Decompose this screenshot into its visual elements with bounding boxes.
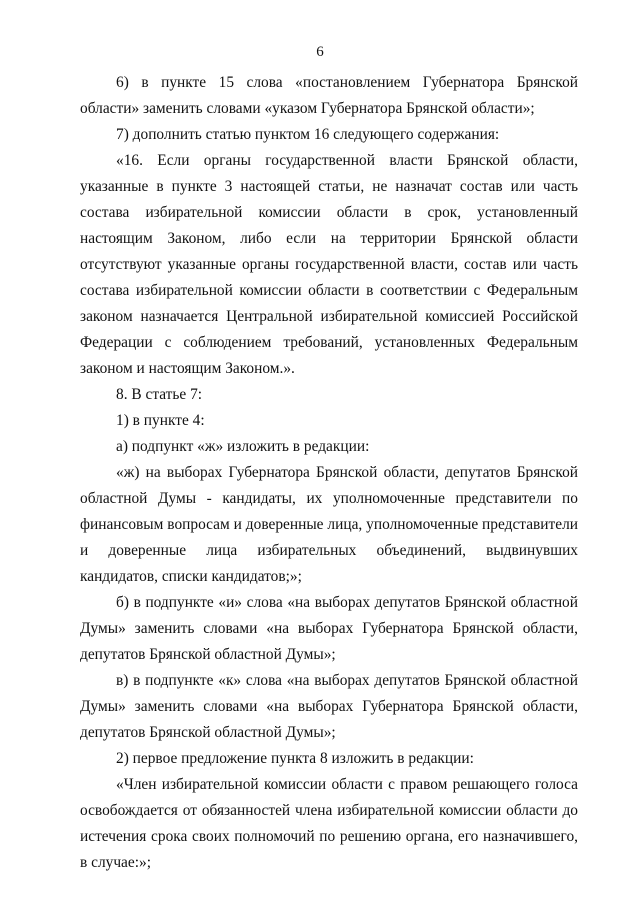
document-body <box>80 70 578 876</box>
paragraph-quote-16: «16. Если органы государственной власти Брянской области, указанные в пункте 3 настоящей статьи, не назначат состав или часть состава избирательной комиссии области в срок, установленный настоящим Законом, либо если на территории Брянской области отсутствуют указанные органы государственной власти, состав или часть состава избирательной комиссии области в соответствии с Федеральным законом назначается Центральной избирательной комиссией Российской Федерации с соблюдением требований, установленных Федеральным законом и настоящим Законом.». <box>80 152 578 377</box>
page-number: 6 <box>316 44 324 60</box>
paragraph-item-7: 7) дополнить статью пунктом 16 следующего содержания: <box>116 126 500 143</box>
paragraph-subitem-v: в) в подпункте «к» слова «на выборах депутатов Брянской областной Думы» заменить словами «на выборах Губернатора Брянской области, депутатов Брянской областной Думы»; <box>80 672 578 741</box>
paragraph-quote-zh: «ж) на выборах Губернатора Брянской области, депутатов Брянской областной Думы - кандидаты, их уполномоченные представители по финансовым вопросам и доверенные лица, уполномоченные представители и доверенные лица избирательных объединений, выдвинувших кандидатов, списки кандидатов;»; <box>80 464 578 585</box>
paragraph-subitem-a: а) подпункт «ж» изложить в редакции: <box>116 438 370 455</box>
paragraph-point-4: 1) в пункте 4: <box>116 412 205 429</box>
paragraph-quote-member: «Член избирательной комиссии области с правом решающего голоса освобождается от обязанностей члена избирательной комиссии области до истечения срока своих полномочий по решению органа, его назначившего, в случае:»; <box>80 776 578 871</box>
paragraph-article-7: 8. В статье 7: <box>116 386 203 403</box>
paragraph-item-6: 6) в пункте 15 слова «постановлением Губернатора Брянской области» заменить словами «указом Губернатора Брянской области»; <box>80 74 578 117</box>
paragraph-item-2: 2) первое предложение пункта 8 изложить в редакции: <box>116 750 474 767</box>
paragraph-subitem-b: б) в подпункте «и» слова «на выборах депутатов Брянской областной Думы» заменить словами «на выборах Губернатора Брянской области, депутатов Брянской областной Думы»; <box>80 594 578 663</box>
